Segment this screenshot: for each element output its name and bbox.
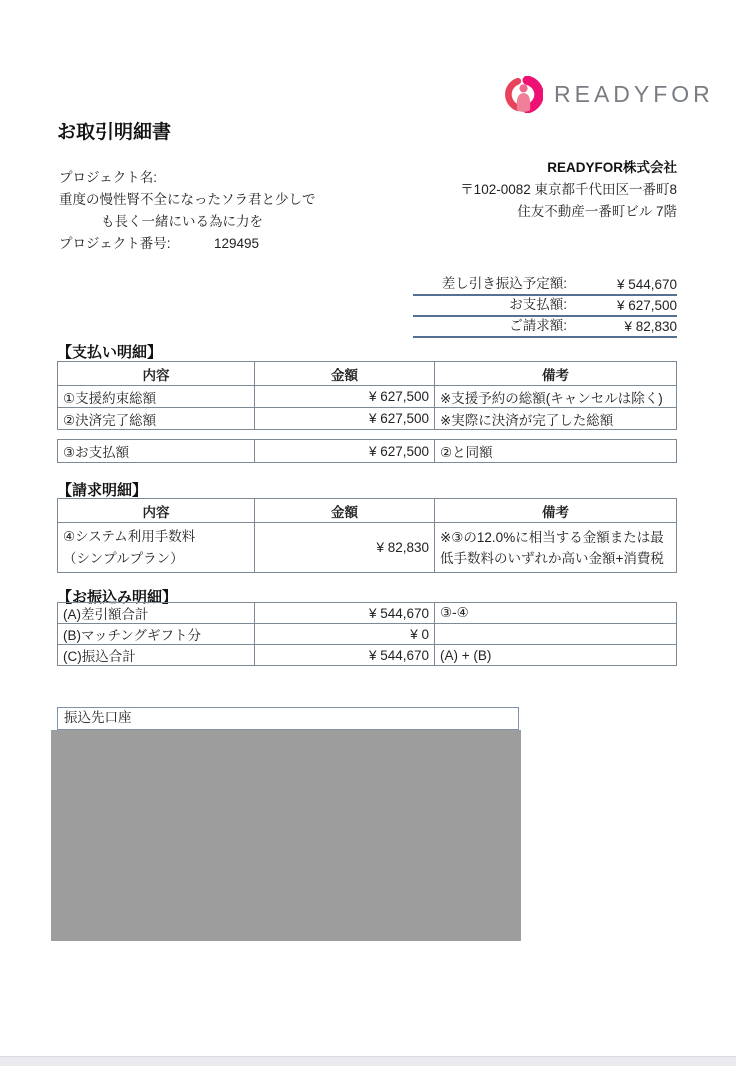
content-cell: ①支援約束総額 xyxy=(58,386,255,408)
project-name-line2: も長く一緒にいる為に力を xyxy=(101,214,263,229)
col-header-amount: 金額 xyxy=(255,362,435,386)
readyfor-wordmark: READYFOR xyxy=(554,81,714,107)
table-row xyxy=(58,523,677,573)
summary-value: ¥ 627,500 xyxy=(616,298,677,313)
note-cell: ※支援予約の総額(キャンセルは除く) xyxy=(435,386,677,408)
billing-section-heading: 【請求明細】 xyxy=(57,482,148,499)
project-number-label: プロジェクト番号: xyxy=(59,236,171,251)
amount-cell: ¥ 627,500 xyxy=(255,440,435,463)
amount-cell: ¥ 82,830 xyxy=(255,523,435,573)
content-cell xyxy=(58,523,255,573)
table-header-row xyxy=(58,499,677,523)
note-cell: ②と同額 xyxy=(435,440,677,463)
col-header-content: 内容 xyxy=(58,362,255,386)
summary-label: ご請求額: xyxy=(509,318,567,333)
table-header-row xyxy=(58,362,677,386)
summary-amounts xyxy=(413,276,677,339)
amount-cell: ¥ 544,670 xyxy=(255,645,435,666)
project-info xyxy=(59,167,316,255)
payment-table xyxy=(57,361,677,430)
col-header-content: 内容 xyxy=(58,499,255,523)
content-cell: (B)マッチングギフト分 xyxy=(58,624,255,645)
document-title: お取引明細書 xyxy=(57,122,172,143)
company-address-line2: 住友不動産一番町ビル 7階 xyxy=(517,204,677,219)
col-header-note: 備考 xyxy=(435,362,677,386)
note-cell: ※③の12.0%に相当する金額または最低手数料のいずれか高い金額+消費税 xyxy=(435,523,677,573)
project-number-row xyxy=(59,233,316,255)
readyfor-logo-icon xyxy=(505,76,543,113)
content-cell: ③お支払額 xyxy=(58,440,255,463)
payment-section-heading: 【支払い明細】 xyxy=(57,344,163,361)
content-line1: ④システム利用手数料 xyxy=(63,528,196,544)
amount-cell: ¥ 627,500 xyxy=(255,386,435,408)
amount-cell: ¥ 544,670 xyxy=(255,603,435,624)
project-name-label: プロジェクト名: xyxy=(59,170,157,185)
company-name: READYFOR株式会社 xyxy=(547,160,677,175)
payment-total-table xyxy=(57,439,677,463)
table-row xyxy=(58,624,677,645)
project-name-line1: 重度の慢性腎不全になったソラ君と少しで xyxy=(59,192,316,207)
amount-cell: ¥ 0 xyxy=(255,624,435,645)
company-address-line1: 〒102-0082 東京都千代田区一番町8 xyxy=(460,182,677,197)
bank-account-label: 振込先口座 xyxy=(64,710,132,725)
col-header-note: 備考 xyxy=(435,499,677,523)
table-row xyxy=(58,408,677,430)
amount-cell: ¥ 627,500 xyxy=(255,408,435,430)
transfer-table xyxy=(57,602,677,666)
viewer-footer-strip xyxy=(0,1056,736,1066)
col-header-amount: 金額 xyxy=(255,499,435,523)
table-row xyxy=(58,386,677,408)
note-cell: ③-④ xyxy=(435,603,677,624)
project-number-value: 129495 xyxy=(214,236,260,251)
billing-table xyxy=(57,498,677,573)
table-row xyxy=(58,440,677,463)
content-cell: ②決済完了総額 xyxy=(58,408,255,430)
summary-row-invoice xyxy=(413,318,677,338)
redacted-bank-details-block xyxy=(51,730,521,941)
summary-label: お支払額: xyxy=(509,297,567,312)
summary-label: 差し引き振込予定額: xyxy=(441,276,567,291)
table-row xyxy=(58,603,677,624)
content-cell: (A)差引額合計 xyxy=(58,603,255,624)
company-info xyxy=(460,157,677,223)
summary-value: ¥ 82,830 xyxy=(624,319,677,334)
bank-account-box xyxy=(57,707,519,730)
content-cell: (C)振込合計 xyxy=(58,645,255,666)
readyfor-logo xyxy=(505,76,714,113)
content-line2: （シンプルプラン） xyxy=(63,550,184,566)
transfer-section-heading: 【お振込み明細】 xyxy=(57,589,178,606)
summary-value: ¥ 544,670 xyxy=(616,277,677,292)
note-cell: ※実際に決済が完了した総額 xyxy=(435,408,677,430)
note-cell xyxy=(435,624,677,645)
note-cell: (A) + (B) xyxy=(435,645,677,666)
table-row xyxy=(58,645,677,666)
